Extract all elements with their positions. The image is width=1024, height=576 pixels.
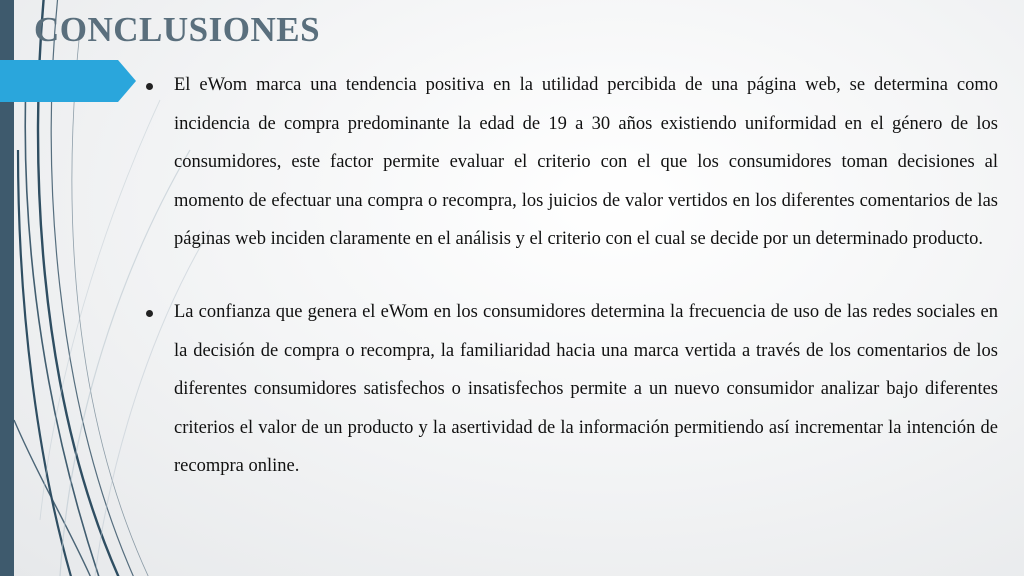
bullet-dot-icon [146, 310, 153, 317]
bullet-dot-icon [146, 83, 153, 90]
bullet-list [146, 66, 998, 486]
bullet-item [146, 293, 998, 486]
slide-title: CONCLUSIONES [34, 10, 321, 49]
bullet-item [146, 66, 998, 259]
bullet-text: El eWom marca una tendencia positiva en la utilidad percibida de una página web, se determina como incidencia de compra predominante la edad de 19 a 30 años existiendo uniformidad en el género de los consumidores, este factor permite evaluar el criterio con el que los consumidores toman decisiones al momento de efectuar una compra o recompra, los juicios de valor vertidos en los diferentes comentarios de las páginas web inciden claramente en el análisis y el criterio con el cual se decide por un determinado producto. [174, 75, 998, 250]
accent-arrow [0, 60, 136, 102]
bullet-text: La confianza que genera el eWom en los consumidores determina la frecuencia de uso de las redes sociales en la decisión de compra o recompra, la familiaridad hacia una marca vertida a través de los comentarios de los diferentes consumidores satisfechos o insatisfechos permite a un nuevo consumidor analizar bajo diferentes criterios el valor de un producto y la asertividad de la información permitiendo así incrementar la intención de recompra online. [174, 301, 998, 477]
